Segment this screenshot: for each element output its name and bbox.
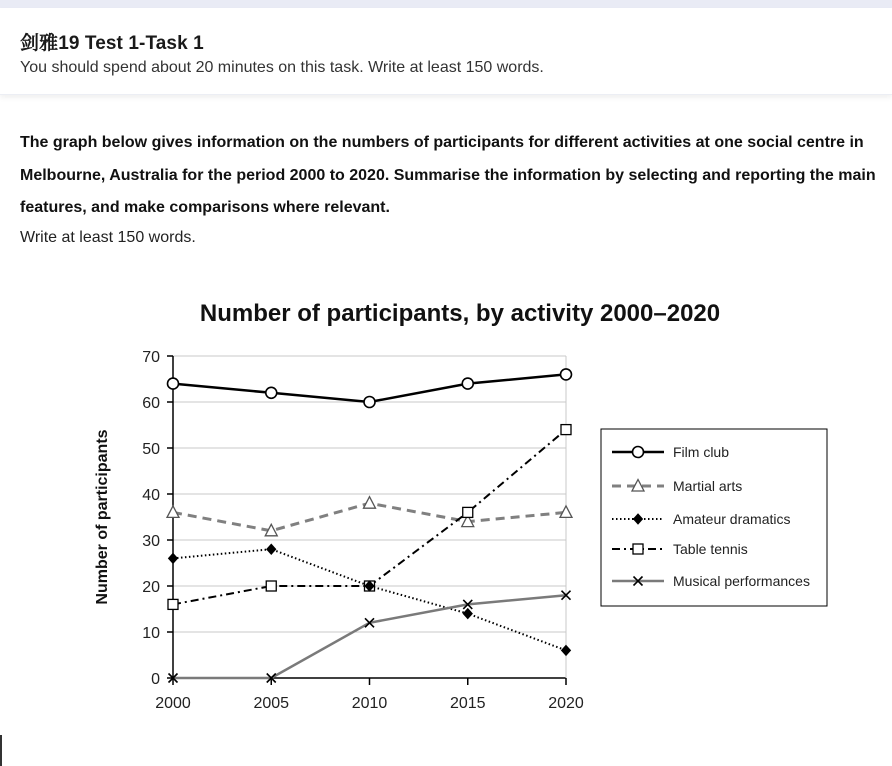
data-point-table-tennis bbox=[561, 425, 571, 435]
y-tick-label: 30 bbox=[142, 533, 160, 550]
task-instruction: You should spend about 20 minutes on this task. Write at least 150 words. bbox=[20, 59, 544, 76]
data-point-film-club bbox=[462, 378, 473, 389]
legend-marker bbox=[633, 447, 644, 458]
series-line-table-tennis bbox=[173, 430, 566, 605]
x-tick-label: 2020 bbox=[548, 695, 584, 712]
data-point-table-tennis bbox=[463, 507, 473, 517]
legend-marker bbox=[633, 544, 643, 554]
data-point-table-tennis bbox=[168, 599, 178, 609]
data-point-table-tennis bbox=[266, 581, 276, 591]
y-tick-label: 60 bbox=[142, 395, 160, 412]
legend-label: Film club bbox=[673, 444, 730, 460]
text-cursor bbox=[0, 735, 2, 766]
y-tick-label: 20 bbox=[142, 579, 160, 596]
chart-title: Number of participants, by activity 2000–2020 bbox=[199, 300, 721, 327]
y-axis-label: Number of participants bbox=[94, 429, 111, 605]
task-title: 剑雅19 Test 1-Task 1 bbox=[20, 33, 204, 54]
y-tick-label: 40 bbox=[142, 487, 160, 504]
data-point-amateur-dramatics bbox=[267, 544, 276, 554]
y-tick-label: 0 bbox=[151, 671, 160, 688]
legend-label: Table tennis bbox=[673, 541, 748, 557]
x-tick-label: 2010 bbox=[351, 695, 388, 712]
x-tick-label: 2005 bbox=[253, 695, 290, 712]
legend-label: Martial arts bbox=[673, 478, 743, 494]
word-count-note: Write at least 150 words. bbox=[20, 229, 196, 246]
legend-label: Musical performances bbox=[673, 573, 810, 589]
y-tick-label: 10 bbox=[142, 625, 160, 642]
data-point-amateur-dramatics bbox=[169, 553, 178, 563]
data-point-film-club bbox=[364, 397, 375, 408]
data-point-amateur-dramatics bbox=[463, 609, 472, 619]
x-tick-label: 2000 bbox=[155, 695, 191, 712]
data-point-film-club bbox=[266, 387, 277, 398]
y-tick-label: 50 bbox=[142, 441, 160, 458]
y-tick-label: 70 bbox=[142, 349, 160, 366]
data-point-film-club bbox=[168, 378, 179, 389]
x-tick-label: 2015 bbox=[449, 695, 486, 712]
data-point-martial-arts bbox=[364, 497, 376, 509]
data-point-amateur-dramatics bbox=[562, 645, 571, 655]
data-point-martial-arts bbox=[167, 506, 179, 518]
legend-label: Amateur dramatics bbox=[673, 511, 791, 527]
series-line-musical-performances bbox=[173, 595, 566, 678]
data-point-film-club bbox=[561, 369, 572, 380]
task-prompt: The graph below gives information on the numbers of participants for different activities at one social centre in Melbourne, Australia for the period 2000 to 2020. Summarise the information by selecting and reporting the main features, and make comparisons where relevant. bbox=[20, 134, 876, 216]
